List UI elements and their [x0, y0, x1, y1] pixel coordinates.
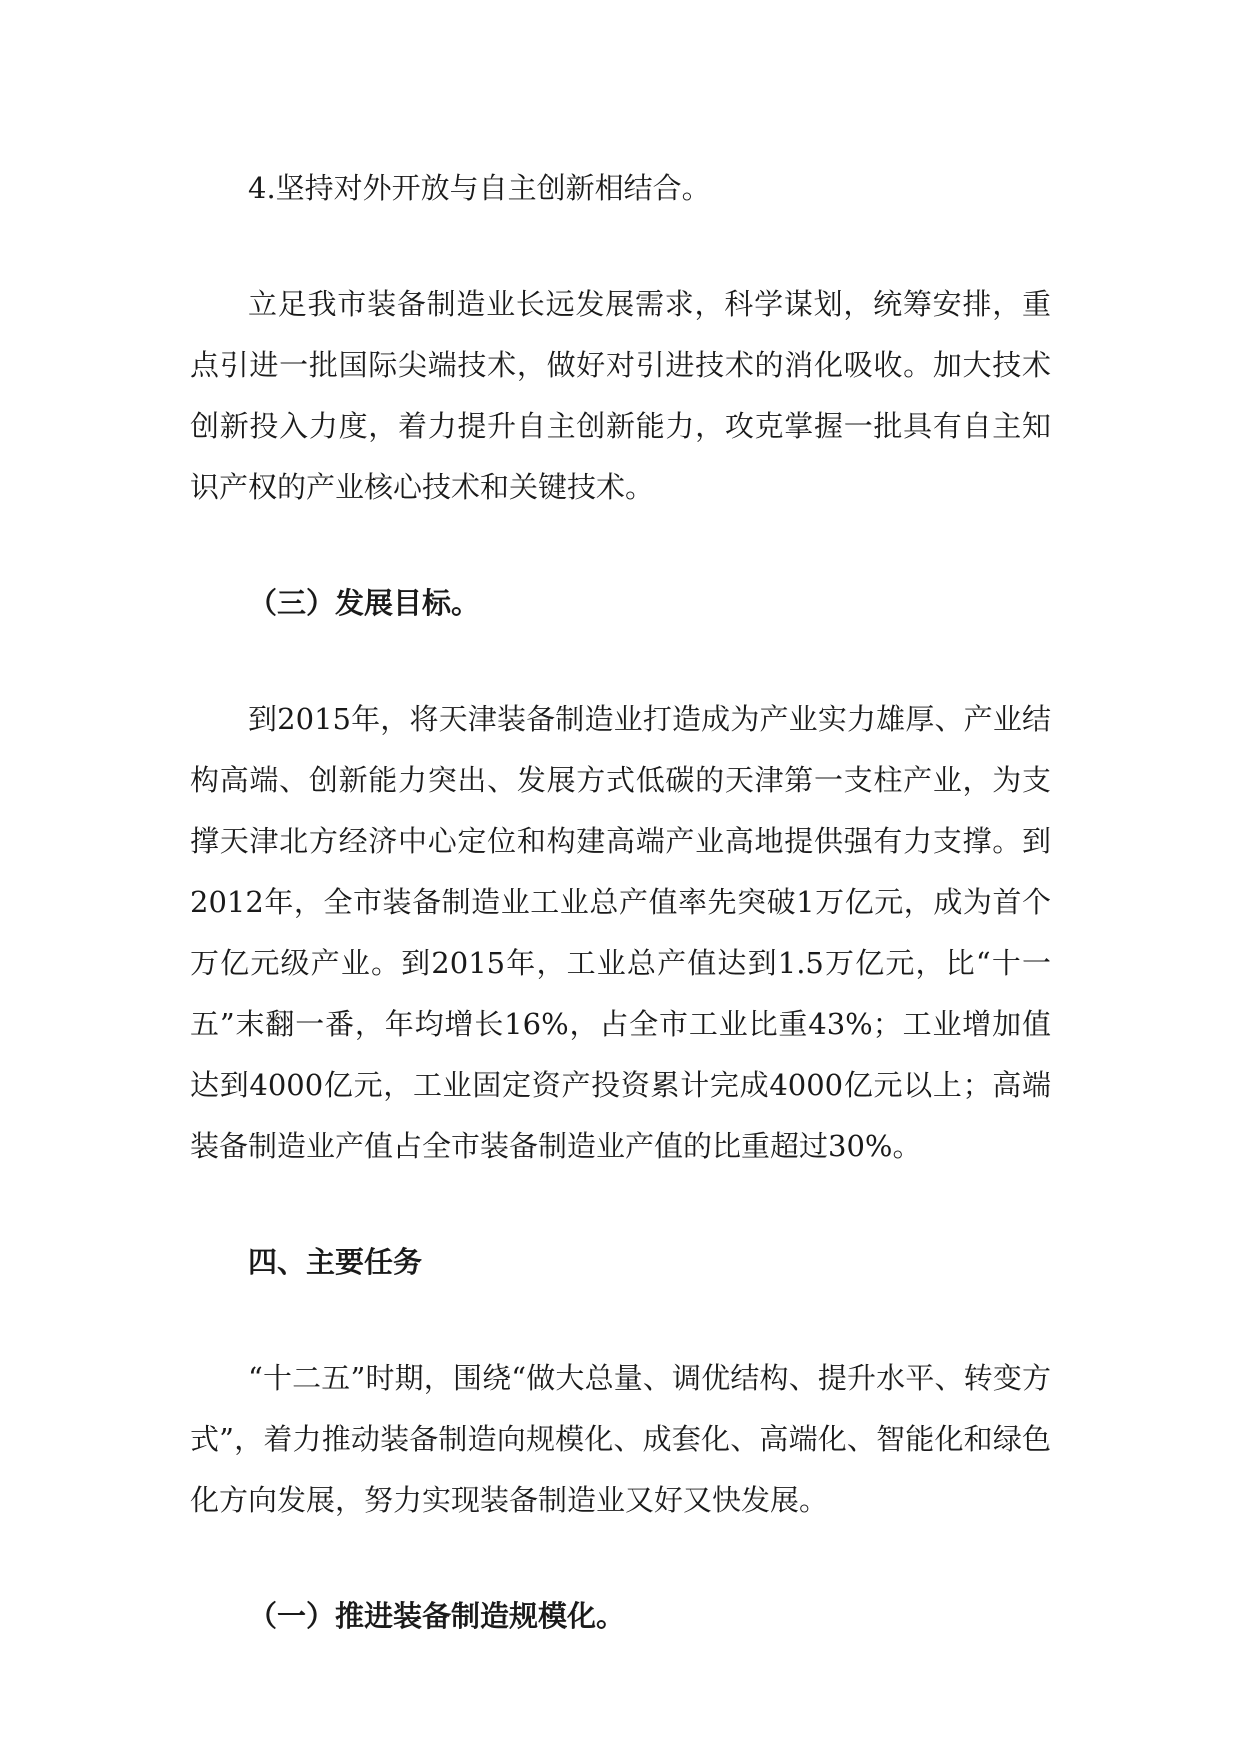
section-heading-goals: （三）发展目标。 [248, 586, 481, 620]
paragraph-main-tasks: “十二五”时期，围绕“做大总量、调优结构、提升水平、转变方式”，着力推动装备制造向规模化、成套化、高端化、智能化和绿色化方向发展，努力实现装备制造业又好又快发展。 [190, 1361, 1051, 1517]
paragraph-goals: 到2015年，将天津装备制造业打造成为产业实力雄厚、产业结构高端、创新能力突出、发展方式低碳的天津第一支柱产业，为支撑天津北方经济中心定位和构建高端产业高地提供强有力支撑。到2012年，全市装备制造业工业总产值率先突破1万亿元，成为首个万亿元级产业。到2015年，工业总产值达到1.5万亿元，比“十一五”末翻一番，年均增长16%，占全市工业比重43%；工业增加值达到4000亿元，工业固定资产投资累计完成4000亿元以上；高端装备制造业产值占全市装备制造业产值的比重超过30%。 [190, 702, 1051, 1163]
paragraph-principle-4: 4.坚持对外开放与自主创新相结合。 [248, 171, 711, 205]
section-heading-scale: （一）推进装备制造规模化。 [248, 1599, 626, 1633]
section-heading-main-tasks: 四、主要任务 [248, 1245, 423, 1279]
paragraph-technology: 立足我市装备制造业长远发展需求，科学谋划，统筹安排，重点引进一批国际尖端技术，做好对引进技术的消化吸收。加大技术创新投入力度，着力提升自主创新能力，攻克掌握一批具有自主知识产权的产业核心技术和关键技术。 [190, 287, 1051, 504]
document-body [190, 158, 1051, 1647]
